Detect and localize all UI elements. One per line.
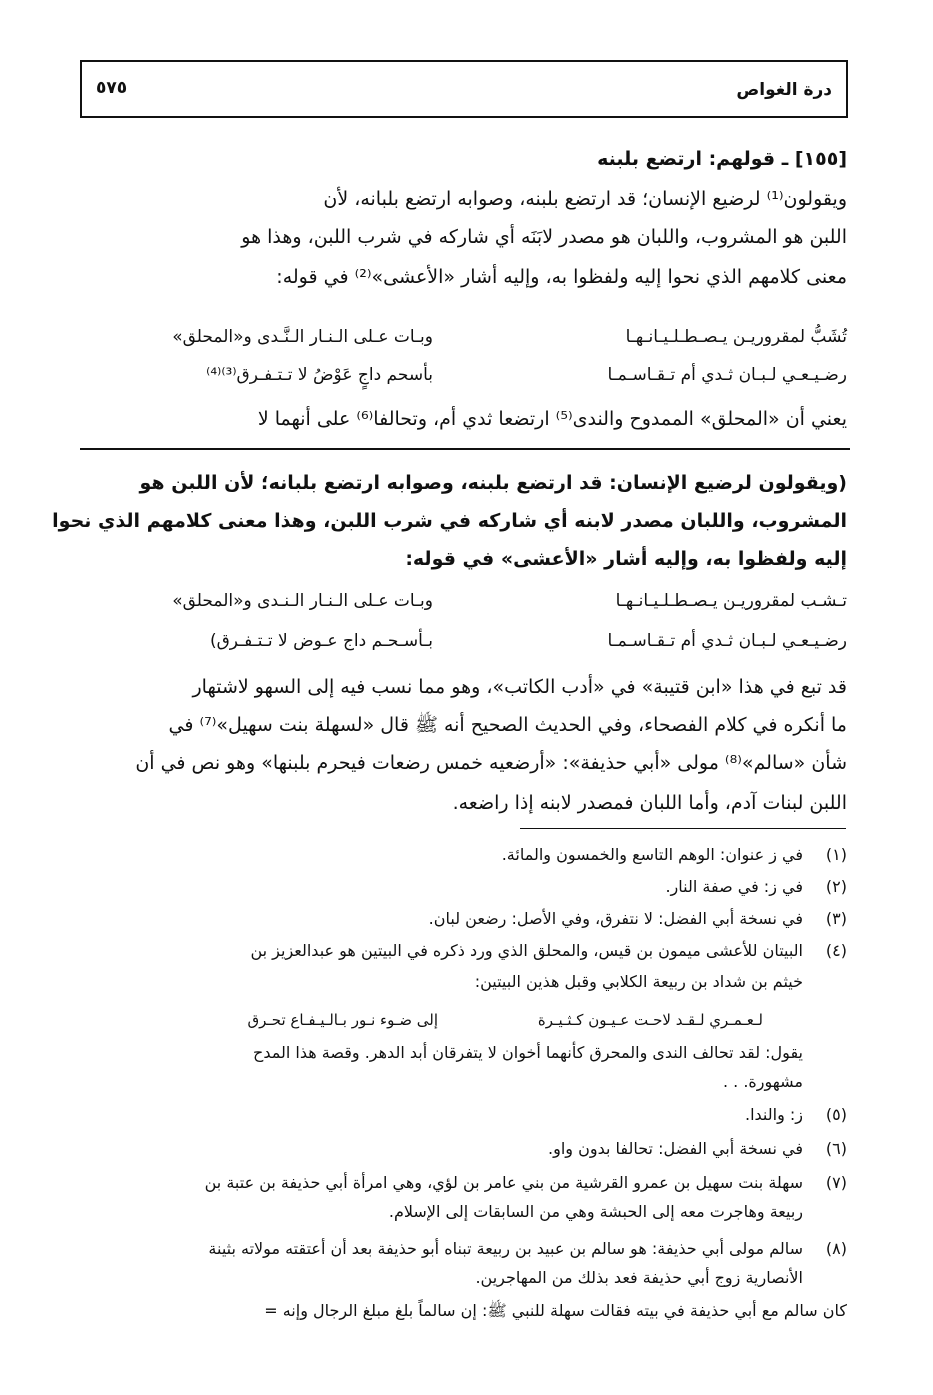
footnote-7 [80,1170,847,1224]
footnote-text: يقول: لقد تحالف الندى والمحرق كأنهما أخوان لا يتفرقان أبد الدهر. وقصة هذا المدح [253,1043,803,1062]
footnote-1 [80,842,847,867]
footnote-number: (٥) [825,1105,847,1124]
commentary-line-6: شأن «سالم»⁽⁸⁾ مولى «أبي حذيفة»: «أرضعيه خمس رضعات فيحرم بلبنها» وهو نص في أن [135,752,847,774]
commentary-line-3: إليه ولفظوا به، وإليه أشار «الأعشى» في قوله: [405,548,847,570]
footnote-number: (١) [825,845,847,864]
footnote-continuation [80,1298,847,1323]
footnote-number: (٧) [825,1173,847,1192]
footnote-rule [520,828,846,829]
footnote-text: خيثم بن شداد بن ربيعة الكلابي وقبل هذين البيتين: [474,972,803,991]
footnote-text: ربيعة وهاجرت معه إلى الحبشة وهي من السابقات إلى الإسلام. [388,1202,803,1221]
footnote-text: في ز عنوان: الوهم التاسع والخمسون والمائة. [501,845,803,864]
body-line-1: ويقولون⁽¹⁾ لرضيع الإنسان؛ قد ارتضع بلبنه، وصوابه ارتضع بلبانه، لأن [323,188,847,210]
commentary-line-4: قد تبع في هذا «ابن قتيبة» في «أدب الكاتب»، وهو مما نسب فيه إلى السهو لاشتهار [192,676,847,698]
footnote-number: (٨) [825,1239,847,1258]
commentary-line-2: المشروب، واللبان مصدر لابنه أي شاركه في شرب اللبن، وهذا معنى كلامهم الذي نحوا [52,510,847,532]
footnote-4-continued [80,1040,847,1094]
commentary-line-5: ما أنكره في كلام الفصحاء، وفي الحديث الصحيح أنه ﷺ قال «لسهلة بنت سهيل»⁽⁷⁾ في [168,714,847,736]
commentary-line-1: (ويقولون لرضيع الإنسان: قد ارتضع بلبنه، وصوابه ارتضع بلبانه؛ لأن اللبن هو [139,472,847,494]
footnote-text: في ز: في صفة النار. [665,877,803,896]
footnote-text: ز: والندا. [744,1105,803,1124]
page-header [80,60,848,118]
body-line-4: يعني أن «المحلق» الممدوح والندى⁽⁵⁾ ارتضعا ثدي أم، وتحالفا⁽⁶⁾ على أنهما لا [257,408,847,430]
footnote-2 [80,874,847,899]
commentary-line-7: اللبن لبنات آدم، وأما اللبان فمصدر لابنه إذا راضعه. [452,792,847,814]
verse-1-hemistich-b: وبـات عـلى الـنـار الـنَّـدى و«المحلق» [172,327,433,347]
commentary-verse-1b: وبـات عـلى الـنـار الـنـدى و«المحلق» [172,591,433,611]
footnote-number: (٣) [825,909,847,928]
page-number: ٥٧٥ [96,78,128,98]
footnote-text: سالم مولى أبي حذيفة: هو سالم بن عبيد بن ربيعة تبناه أبو حذيفة بعد أن أعتقته مولاته بثينة [208,1239,803,1258]
footnote-5 [80,1102,847,1127]
body-line-3: معنى كلامهم الذي نحوا إليه ولفظوا به، وإليه أشار «الأعشى»⁽²⁾ في قوله: [276,266,847,288]
commentary-verse-2b: بـأسـحـم داج عـوض لا تـتـفـرق) [209,631,433,651]
running-title: درة الغواص [736,80,832,100]
footnote-3 [80,906,847,931]
footnote-4 [80,938,847,994]
footnote-text: البيتان للأعشى ميمون بن قيس، والمحلق الذي ورد ذكره في البيتين هو عبدالعزيز بن [250,941,803,960]
footnote-text: في نسخة أبي الفضل: لا نتفرق، وفي الأصل: رضعن لبان. [428,909,803,928]
verse-2-hemistich-a: رضـيـعـي لـبـان ثـدي أم تـقـاسـمـا [607,365,847,385]
verse-1-hemistich-a: تُشَبُّ لمقروريـن يـصـطـلـيـانـهـا [625,327,847,347]
continuation-text: كان سالم مع أبي حذيفة في بيته فقالت سهلة للنبي ﷺ: إن سالماً بلغ مبلغ الرجال وإنه = [264,1301,847,1320]
footnote-number: (٦) [825,1139,847,1158]
footnote-6 [80,1136,847,1161]
footnote-text: في نسخة أبي الفضل: تحالفا بدون واو. [548,1139,803,1158]
commentary-verse-2a: رضـيـعـي لـبـان ثـدي أم تـقـاسـمـا [607,631,847,651]
footnote-number: (٤) [825,941,847,960]
footnote-8 [80,1236,847,1290]
footnote-text: سهلة بنت سهيل بن عمرو القرشية من بني عامر بن لؤي، وهي امرأة أبي حذيفة بن عتبة بن [204,1173,803,1192]
footnote-text: الأنصارية زوج أبي حذيفة فعد بذلك من المهاجرين. [475,1268,803,1287]
verse-2-hemistich-b: بأسحم داجٍ عَوْضُ لا تـتـفـرق⁽³⁾⁽⁴⁾ [206,365,433,385]
section-heading: [١٥٥] ـ قولهم: ارتضع بلبنه [597,148,847,170]
footnote-verse-b: إلى ضـوء نـور بـالـيـفـاع تحـرق [247,1011,438,1029]
body-line-2: اللبن هو المشروب، واللبان هو مصدر لابَنَه أي شاركه في شرب اللبن، وهذا هو [241,226,847,248]
text-divider [80,448,850,450]
footnote-number: (٢) [825,877,847,896]
commentary-verse-1a: تـشـب لمقروريـن يـصـطـلـيـانـهـا [615,591,847,611]
footnote-text: مشهورة. . . [722,1072,803,1091]
footnote-verse-a: لـعـمـري لـقـد لاحـت عـيـون كـثـيـرة [537,1011,763,1029]
